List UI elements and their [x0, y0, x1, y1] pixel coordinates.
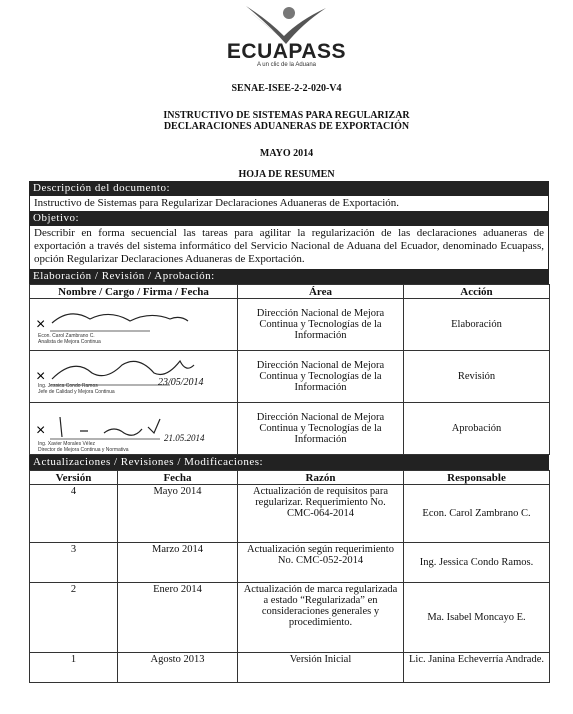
- approval-name: Econ. Carol Zambrano C.: [38, 333, 95, 339]
- svg-text:×: ×: [36, 422, 46, 439]
- table-row: [30, 543, 550, 583]
- brand-tagline: A un clic de la Aduana: [256, 62, 317, 68]
- description-text: Instructivo de Sistemas para Regularizar Declaraciones Aduaneras de Exportación.: [29, 196, 549, 211]
- updates-label: Actualizaciones / Revisiones / Modificaciones:: [29, 455, 549, 470]
- approval-role: Analista de Mejora Continua: [38, 339, 101, 345]
- update-version: 3: [30, 543, 118, 583]
- table-row: [30, 583, 550, 653]
- approval-area: Dirección Nacional de Mejora Continua y Tecnologías de la Información: [238, 299, 404, 351]
- update-responsible: Ing. Jessica Condo Ramos.: [404, 543, 550, 583]
- update-reason: Versión Inicial: [238, 653, 404, 683]
- approval-signature-cell: [30, 351, 238, 403]
- objective-label: Objetivo:: [29, 211, 549, 226]
- table-row: [30, 485, 550, 543]
- updates-table: [29, 470, 550, 683]
- updates-header-reason: Razón: [238, 471, 404, 485]
- approval-signature-cell: [30, 403, 238, 455]
- summary-sheet: [29, 181, 549, 683]
- doc-title-line2: DECLARACIONES ADUANERAS DE EXPORTACIÓN: [163, 121, 410, 132]
- approval-sig-date: 23/05/2014: [158, 377, 204, 388]
- update-date: Enero 2014: [118, 583, 238, 653]
- update-version: 2: [30, 583, 118, 653]
- approval-signature-cell: [30, 299, 238, 351]
- approval-name: Ing. Xavier Morales Vélez: [38, 441, 95, 447]
- doc-code: SENAE-ISEE-2-2-020-V4: [231, 83, 342, 94]
- update-version: 1: [30, 653, 118, 683]
- approval-header-name: Nombre / Cargo / Firma / Fecha: [30, 285, 238, 299]
- summary-heading: HOJA DE RESUMEN: [238, 169, 335, 180]
- approval-role: Jefe de Calidad y Mejora Continua: [38, 389, 115, 395]
- update-responsible: Lic. Janina Echeverría Andrade.: [404, 653, 550, 683]
- updates-header-date: Fecha: [118, 471, 238, 485]
- objective-text: Describir en forma secuencial las tareas para agilitar la regularización de las declaraciones aduaneras de exportación a través del sistema informático del Servicio Nacional de Aduana del Ecuador, denominado Ecuapass, opción Regularizar Declaraciones Aduaneras de Exportación.: [29, 226, 549, 269]
- update-date: Marzo 2014: [118, 543, 238, 583]
- description-label: Descripción del documento:: [29, 181, 549, 196]
- updates-header-version: Versión: [30, 471, 118, 485]
- approval-area: Dirección Nacional de Mejora Continua y Tecnologías de la Información: [238, 403, 404, 455]
- table-row: [30, 653, 550, 683]
- update-responsible: Econ. Carol Zambrano C.: [404, 485, 550, 543]
- update-responsible: Ma. Isabel Moncayo E.: [404, 583, 550, 653]
- doc-date: MAYO 2014: [259, 148, 314, 159]
- approval-action: Elaboración: [404, 299, 550, 351]
- update-reason: Actualización según requerimiento No. CMC-052-2014: [238, 543, 404, 583]
- update-reason: Actualización de requisitos para regularizar. Requerimiento No. CMC-064-2014: [238, 485, 404, 543]
- updates-header-responsible: Responsable: [404, 471, 550, 485]
- update-date: Agosto 2013: [118, 653, 238, 683]
- approval-header-action: Acción: [404, 285, 550, 299]
- update-date: Mayo 2014: [118, 485, 238, 543]
- update-reason: Actualización de marca regularizada a estado “Regularizada” en consideraciones generales y procedimiento.: [238, 583, 404, 653]
- approval-label: Elaboración / Revisión / Aprobación:: [29, 269, 549, 284]
- update-version: 4: [30, 485, 118, 543]
- approval-role: Director de Mejora Continua y Normativa: [38, 447, 129, 453]
- approval-action: Aprobación: [404, 403, 550, 455]
- brand-name: ECUAPASS: [226, 40, 347, 63]
- approval-action: Revisión: [404, 351, 550, 403]
- approval-header-area: Área: [238, 285, 404, 299]
- approval-table: [29, 284, 550, 455]
- approval-name: Ing. Jessica Condo Ramos: [38, 383, 98, 389]
- approval-area: Dirección Nacional de Mejora Continua y Tecnologías de la Información: [238, 351, 404, 403]
- svg-text:×: ×: [36, 368, 46, 385]
- doc-title-line1: INSTRUCTIVO DE SISTEMAS PARA REGULARIZAR: [163, 110, 410, 121]
- svg-text:×: ×: [36, 316, 46, 333]
- approval-sig-date: 21.05.2014: [164, 433, 205, 443]
